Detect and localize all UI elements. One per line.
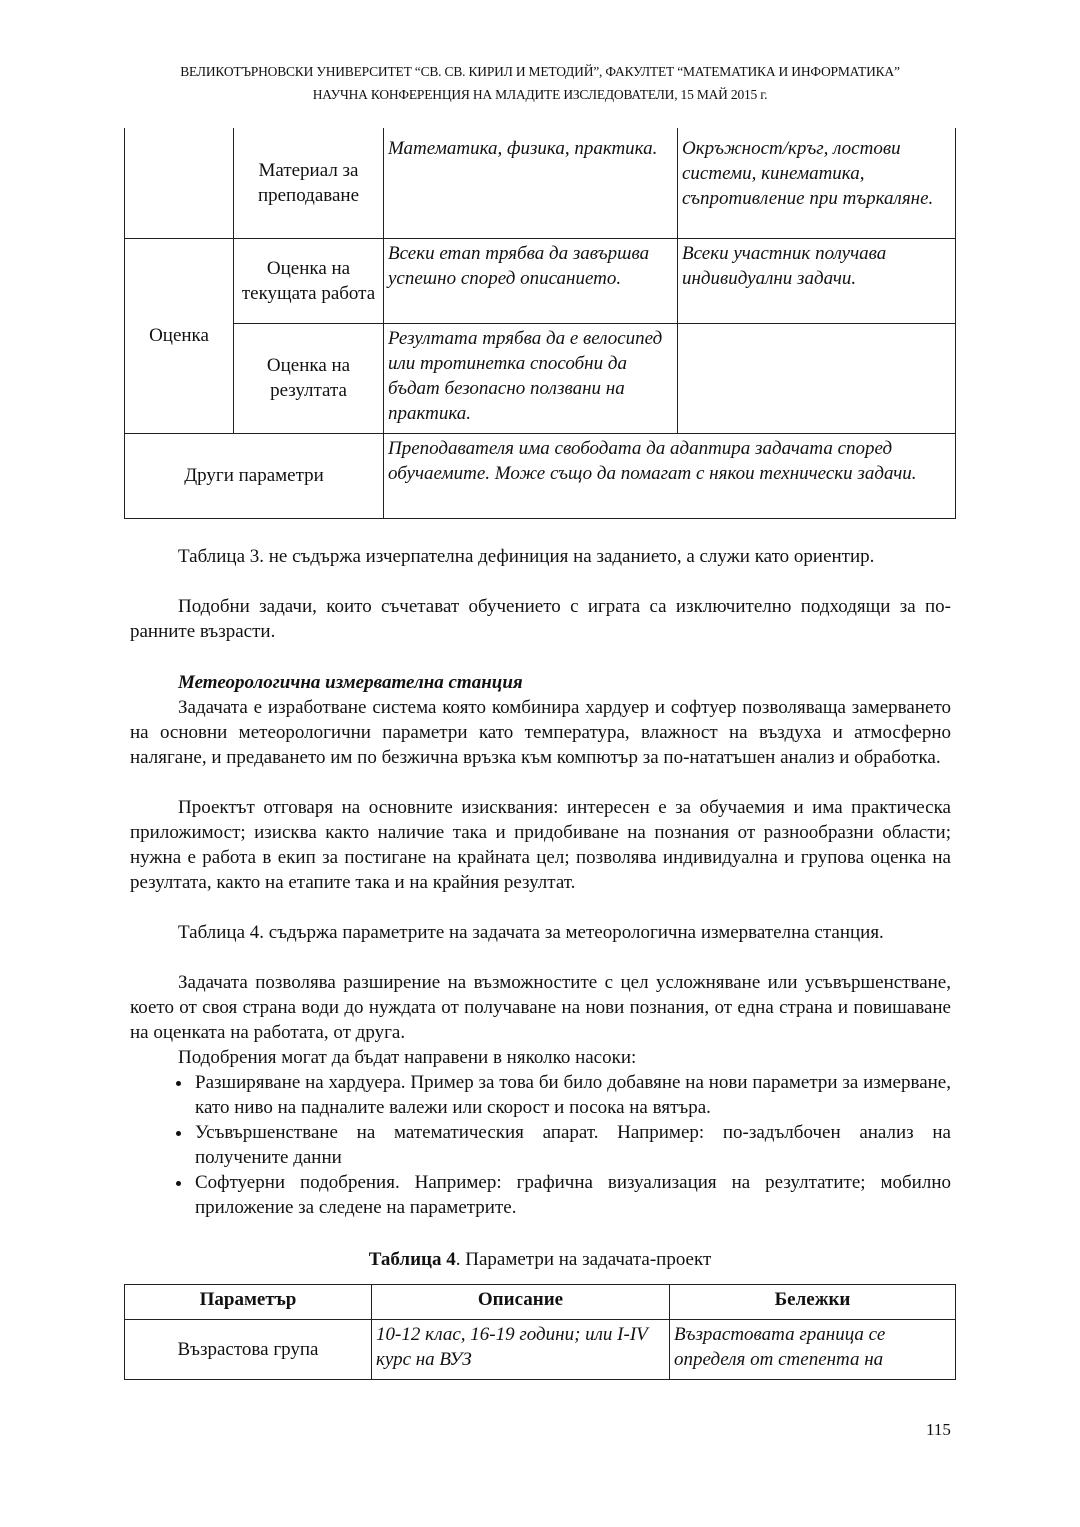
paragraph: Проектът отговаря на основните изисквания: интересен е за обучаемия и има практическа приложимост; изисква както наличие така и придобиване на познания от разнообразни области; нужна е работа в екип за постигане на крайната цел; позволява индивидуална и групова оценка на резултата, както на етапите така и на крайния резултат. <box>130 797 951 893</box>
column-header: Бележки <box>670 1285 956 1320</box>
bullet-list <box>130 1070 951 1220</box>
table-cell: Всеки етап трябва да завършва успешно според описанието. <box>384 238 678 323</box>
table-cell: Преподавателя има свободата да адаптира задачата според обучаемите. Може също да помагат с някои технически задачи. <box>384 433 956 518</box>
column-header: Описание <box>372 1285 670 1320</box>
table-cell <box>678 323 956 433</box>
column-header: Параметър <box>125 1285 372 1320</box>
table-row <box>125 323 956 433</box>
table-row <box>125 238 956 323</box>
paragraph: Задачата е изработване система която комбинира хардуер и софтуер позволяваща замерването на основни метеорологични параметри като температура, влажност на въздуха и атмосферно налягане, и предаването им по безжична връзка към компютър за по-нататъшен анализ и обработка. <box>130 697 951 768</box>
table-row <box>125 1320 956 1380</box>
paragraph: Таблица 3. не съдържа изчерпателна дефиниция на заданието, а служи като ориентир. <box>178 546 875 567</box>
paragraph: Подобрения могат да бъдат направени в няколко насоки: <box>178 1047 637 1068</box>
table-cell: Оценка <box>125 238 234 433</box>
table-cell: Окръжност/кръг, лостови системи, кинематика, съпротивление при търкаляне. <box>678 128 956 238</box>
table-cell <box>125 128 234 238</box>
table-cell: Математика, физика, практика. <box>384 128 678 238</box>
table-cell: Оценка на текущата работа <box>234 238 384 323</box>
caption-label: Таблица 4 <box>368 1249 456 1270</box>
section-heading: Метеорологична измервателна станция <box>178 672 523 693</box>
table-cell: Материал за преподаване <box>234 128 384 238</box>
table-cell: Оценка на резултата <box>234 323 384 433</box>
table-4 <box>124 1284 956 1380</box>
table-row <box>125 128 956 238</box>
list-item: • Софтуерни подобрения. Например: графична визуализация на резултатите; мобилно приложение за следене на параметрите. <box>193 1170 951 1220</box>
table-3-continued <box>124 128 956 519</box>
table-cell: Всеки участник получава индивидуални задачи. <box>678 238 956 323</box>
caption-text: . Параметри на задачата-проект <box>455 1249 712 1270</box>
table-cell: 10-12 клас, 16-19 години; или I-IV курс на ВУЗ <box>372 1320 670 1380</box>
running-header-line1: ВЕЛИКОТЪРНОВСКИ УНИВЕРСИТЕТ “СВ. СВ. КИРИЛ И МЕТОДИЙ”, ФАКУЛТЕТ “МАТЕМАТИКА И ИНФОРМАТИКА” <box>180 64 900 79</box>
table-cell: Възрастовата граница се определя от степента на <box>670 1320 956 1380</box>
paragraph: Подобни задачи, които съчетават обучението с играта са изключително подходящи за по-ранните възрасти. <box>130 596 951 642</box>
page-number: 115 <box>926 1420 951 1439</box>
running-header-line2: НАУЧНА КОНФЕРЕНЦИЯ НА МЛАДИТЕ ИЗСЛЕДОВАТЕЛИ, 15 МАЙ 2015 г. <box>312 87 768 102</box>
table-row <box>125 433 956 518</box>
table-4-caption <box>0 1249 1080 1271</box>
list-item: • Усъвършенстване на математическия апарат. Например: по-задълбочен анализ на получените данни <box>193 1120 951 1170</box>
list-item: • Разширяване на хардуера. Пример за това би било добавяне на нови параметри за измерване, като ниво на падналите валежи или скорост и посока на вятъра. <box>193 1070 951 1120</box>
table-cell: Други параметри <box>125 433 384 518</box>
table-cell: Възрастова група <box>125 1320 372 1380</box>
table-header-row <box>125 1285 956 1320</box>
table-cell: Резултата трябва да е велосипед или тротинетка способни да бъдат безопасно ползвани на практика. <box>384 323 678 433</box>
paragraph: Задачата позволява разширение на възможностите с цел усложняване или усъвършенстване, което от своя страна води до нуждата от получаване на нови познания, от една страна и повишаване на оценката на работата, от друга. <box>130 972 951 1043</box>
paragraph: Таблица 4. съдържа параметрите на задачата за метеорологична измервателна станция. <box>178 922 884 943</box>
